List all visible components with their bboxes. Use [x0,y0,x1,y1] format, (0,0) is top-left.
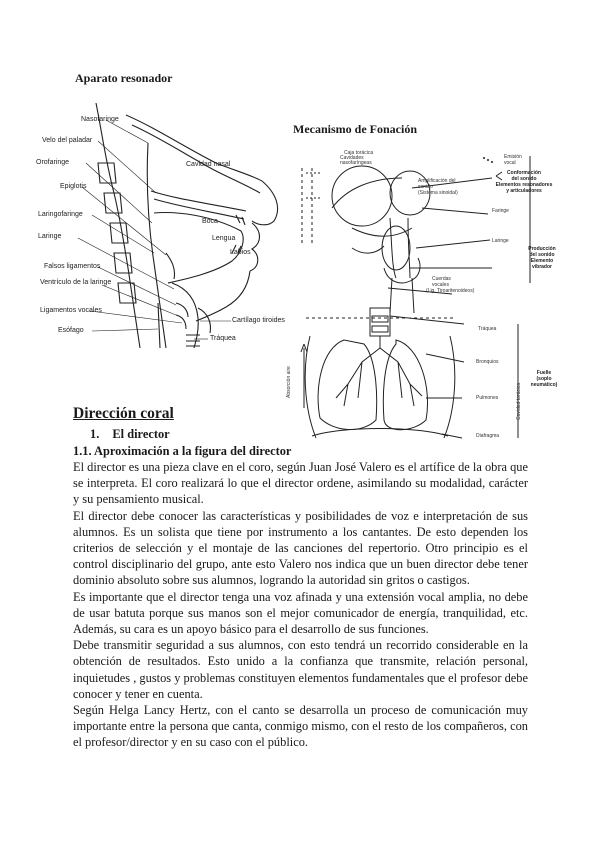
section-heading: Dirección coral [73,405,174,422]
label-falsos-ligamentos: Falsos ligamentos [44,263,101,270]
label-lig-tiroaritenoideos: (Lig. Tiroaritenoideos) [426,288,475,294]
label-cuerdas: Cuerdas [432,276,451,282]
label-velo: Velo del paladar [42,137,93,144]
label-produccion-1: Producción [528,246,556,252]
label-bronquios: Bronquios [476,359,499,365]
label-produccion-4: vibrador [531,264,552,270]
label-produccion-2: del sonido [529,252,555,258]
list-number: 1. [90,427,100,441]
paragraph-3: Es importante que el director tenga una voz afinada y una extensión vocal amplia, no debe de usar batuta porque sus manos son el mejor comunicador de energía, tranquilidad, etc. Además, su cara es un apoyo básico para el desarrollo de sus funciones. [73,589,528,637]
label-caja-torax: Caja torácica [344,150,374,156]
label-ventriculo: Ventrículo de la laringe [40,279,112,286]
paragraph-1: El director es una pieza clave en el coro, según Juan José Valero es el artífice de la obra que se interpreta. El coro realizará lo que el director ordene, asimilando su modalidad, carácter y su pensamiento musical. [73,460,528,507]
phonation-title: Mecanismo de Fonación [293,122,417,136]
label-epiglotis: Epiglotis [60,183,87,190]
label-orofaringe: Orofaringe [36,159,70,166]
label-boca: Boca [202,218,218,225]
label-cavidad-nasal: Cavidad nasal [186,161,231,168]
label-laringofaringe: Laringofaringe [38,211,83,218]
list-item [90,427,170,442]
label-absorcion-aire: Absorción aire [286,366,292,398]
label-diafragma: Diafragma [476,433,500,439]
label-cuerdas-vocales: vocales [432,282,449,288]
label-conformacion-2: del sonido [511,176,537,182]
resonator-diagram [36,103,290,348]
label-conformacion [488,170,560,194]
label-cavidades: Cavidades [340,155,364,161]
label-emision-vocal: vocal [504,160,516,166]
phonation-diagram [286,148,560,448]
paragraph-2: El director debe conocer las características y posibilidades de voz e interpretación de sus alumnos. Es un solista que tiene por instrumento a los cantantes. De esto dependen los criterios de selección y el montaje de las canciones del repertorio. Otro principio es el control disciplinario del grupo, ante esto Valero nos indica que un buen director debe tener dominio absoluto sobre sus alumnos, logrando la autoridad sin gritos o castigos. [73,508,528,588]
label-cartilago: Cartílago tiroides [232,317,285,324]
label-pulmones: Pulmones [476,395,499,401]
label-produccion [524,246,560,270]
label-fuelle-1: Fuelle [536,370,552,376]
label-sistema-sinoidal: (Sistema sinoidal) [418,190,458,196]
label-conformacion-3: Elementos resonadores [495,182,553,188]
label-nasofaringeas: nasofaríngeas [340,160,372,166]
label-produccion-3: Elemento [530,258,554,264]
label-conformacion-1: Conformación [507,170,541,176]
subheading: 1.1. Aproximación a la figura del director [73,444,292,458]
label-esofago: Esófago [58,327,84,334]
label-amplificacion-sonido: sonido [418,184,433,190]
label-fuelle-2: (soplo [536,376,552,382]
label-cavidad-toracica: Cavidad torácica [516,382,522,420]
label-laringe: Laringe [38,233,62,240]
label-labios: Labios [230,249,251,256]
paragraph-5: Según Helga Lancy Hertz, con el canto se desarrolla un proceso de comunicación muy importante entre la persona que canta, conmigo mismo, con el resto de los compañeros, con el profesor/director y en su caso con el público. [73,703,528,750]
label-conformacion-4: y articuladores [506,188,542,194]
label-amplificacion: Amplificación del [418,178,456,184]
label-nasofaringe: Nasofaringe [81,116,119,123]
label-emision: Emisión [504,154,522,160]
label-fuelle-3: neumático) [530,382,558,388]
body-text [73,459,528,751]
label-laringe-fon: Laringe [492,238,509,244]
label-lengua: Lengua [212,235,236,242]
paragraph-4: Debe transmitir seguridad a sus alumnos, con esto tendrá un recorrido considerable en la obtención de resultados. Esto unido a la confianza que transmite, relación personal, inquietudes , gustos y problemas constituyen elementos fundamentales que el profesor debe conocer y tener en cuenta. [73,638,528,701]
list-item-text: El director [112,427,170,441]
resonator-title: Aparato resonador [75,71,173,85]
label-faringe: Faringe [492,208,509,214]
label-traquea: Tráquea [210,335,236,342]
label-fuelle [528,370,560,388]
label-traquea-fon: Tráquea [478,326,497,332]
label-ligamentos-vocales: Ligamentos vocales [40,307,102,314]
